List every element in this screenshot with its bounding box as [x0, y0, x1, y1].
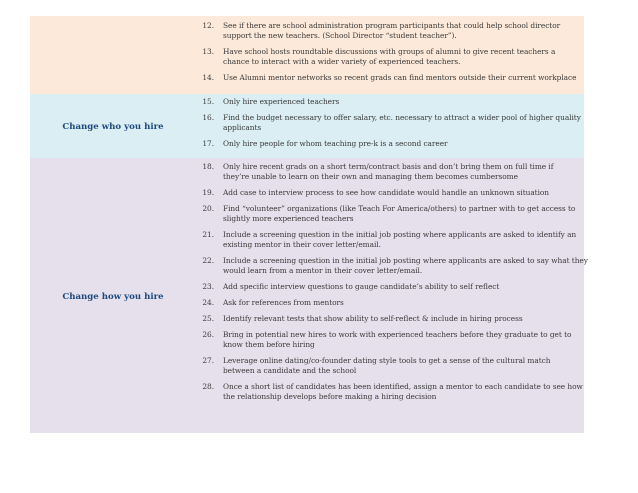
section-label: Change how you hire: [62, 291, 164, 302]
item-number: 24.: [202, 298, 214, 307]
item-number: 21.: [202, 230, 214, 239]
section-items: [196, 94, 584, 158]
item-text: Bring in potential new hires to work with experienced teachers before they graduate to get to know them before hiring: [223, 330, 572, 349]
item-text: Find the budget necessary to offer salary, etc. necessary to attract a wider pool of higher quality applicants: [223, 113, 581, 132]
item-text: Use Alumni mentor networks so recent grads can find mentors outside their current workplace: [223, 73, 577, 82]
list-item: [204, 113, 587, 133]
item-number: 23.: [202, 282, 214, 291]
item-text: Only hire experienced teachers: [223, 97, 340, 106]
list-item: [204, 298, 592, 308]
item-text: Have school hosts roundtable discussions with groups of alumni to give recent teachers a chance to interact with a wider variety of experienced teachers.: [223, 47, 556, 66]
list-item: [204, 97, 587, 107]
item-number: 28.: [202, 382, 214, 391]
item-number: 27.: [202, 356, 214, 365]
list-item: [204, 188, 597, 198]
item-text: Include a screening question in the initial job posting where applicants are asked to identify an existing mentor in their cover letter/email.: [223, 230, 577, 249]
item-number: 26.: [202, 330, 214, 339]
item-text: Once a short list of candidates has been identified, assign a mentor to each candidate to see how the relationship develops before making a hiring decision: [223, 382, 583, 401]
list-item: [204, 139, 587, 149]
item-text: Find “volunteer” organizations (like Teach For America/others) to partner with to get access to slightly more experienced teachers: [223, 204, 576, 223]
list-item: [204, 282, 592, 292]
item-text: Leverage online dating/co-founder dating style tools to get a sense of the cultural match between a candidate and the school: [223, 356, 551, 375]
list-item: [204, 356, 567, 376]
strategy-table: [30, 16, 588, 433]
list-item: [204, 204, 592, 224]
item-text: Only hire people for whom teaching pre-k is a second career: [223, 139, 448, 148]
item-text: Identify relevant tests that show ability to self-reflect & include in hiring process: [223, 314, 523, 323]
item-number: 18.: [202, 162, 214, 171]
item-text: Add specific interview questions to gauge candidate’s ability to self reflect: [223, 282, 500, 291]
section-label: Change who you hire: [62, 122, 164, 132]
list-item: [204, 73, 597, 83]
item-number: 14.: [202, 73, 214, 82]
section-change-how-you-hire: [30, 158, 588, 433]
item-number: 25.: [202, 314, 214, 323]
item-number: 13.: [202, 47, 214, 56]
section-mentoring-continued: [30, 16, 584, 94]
section-items: [196, 16, 584, 94]
item-number: 20.: [202, 204, 214, 213]
section-label: [30, 16, 196, 94]
item-number: 15.: [202, 97, 214, 106]
list-item: [204, 230, 592, 250]
list-item: [204, 162, 567, 182]
list-item: [204, 330, 587, 350]
item-text: See if there are school administration program participants that could help school director support the new teachers. (School Director “student teacher”).: [223, 21, 561, 40]
item-text: Only hire recent grads on a short term/contract basis and don’t bring them on full time if they’re unable to learn on their own and managing them becomes cumbersome: [223, 162, 554, 181]
item-number: 17.: [202, 139, 214, 148]
list-item: [204, 21, 567, 41]
item-text: Include a screening question in the initial job posting where applicants are asked to say what they would learn from a mentor in their cover letter/email.: [223, 256, 588, 275]
section-items: [196, 158, 588, 433]
item-number: 12.: [202, 21, 214, 30]
list-item: [204, 47, 567, 67]
list-item: [204, 382, 592, 402]
item-number: 22.: [202, 256, 214, 265]
list-item: [204, 256, 592, 276]
item-text: Add case to interview process to see how candidate would handle an unknown situation: [223, 188, 550, 197]
list-item: [204, 314, 592, 324]
item-number: 19.: [202, 188, 214, 197]
item-text: Ask for references from mentors: [223, 298, 344, 307]
item-number: 16.: [202, 113, 214, 122]
section-change-who-you-hire: [30, 94, 584, 158]
